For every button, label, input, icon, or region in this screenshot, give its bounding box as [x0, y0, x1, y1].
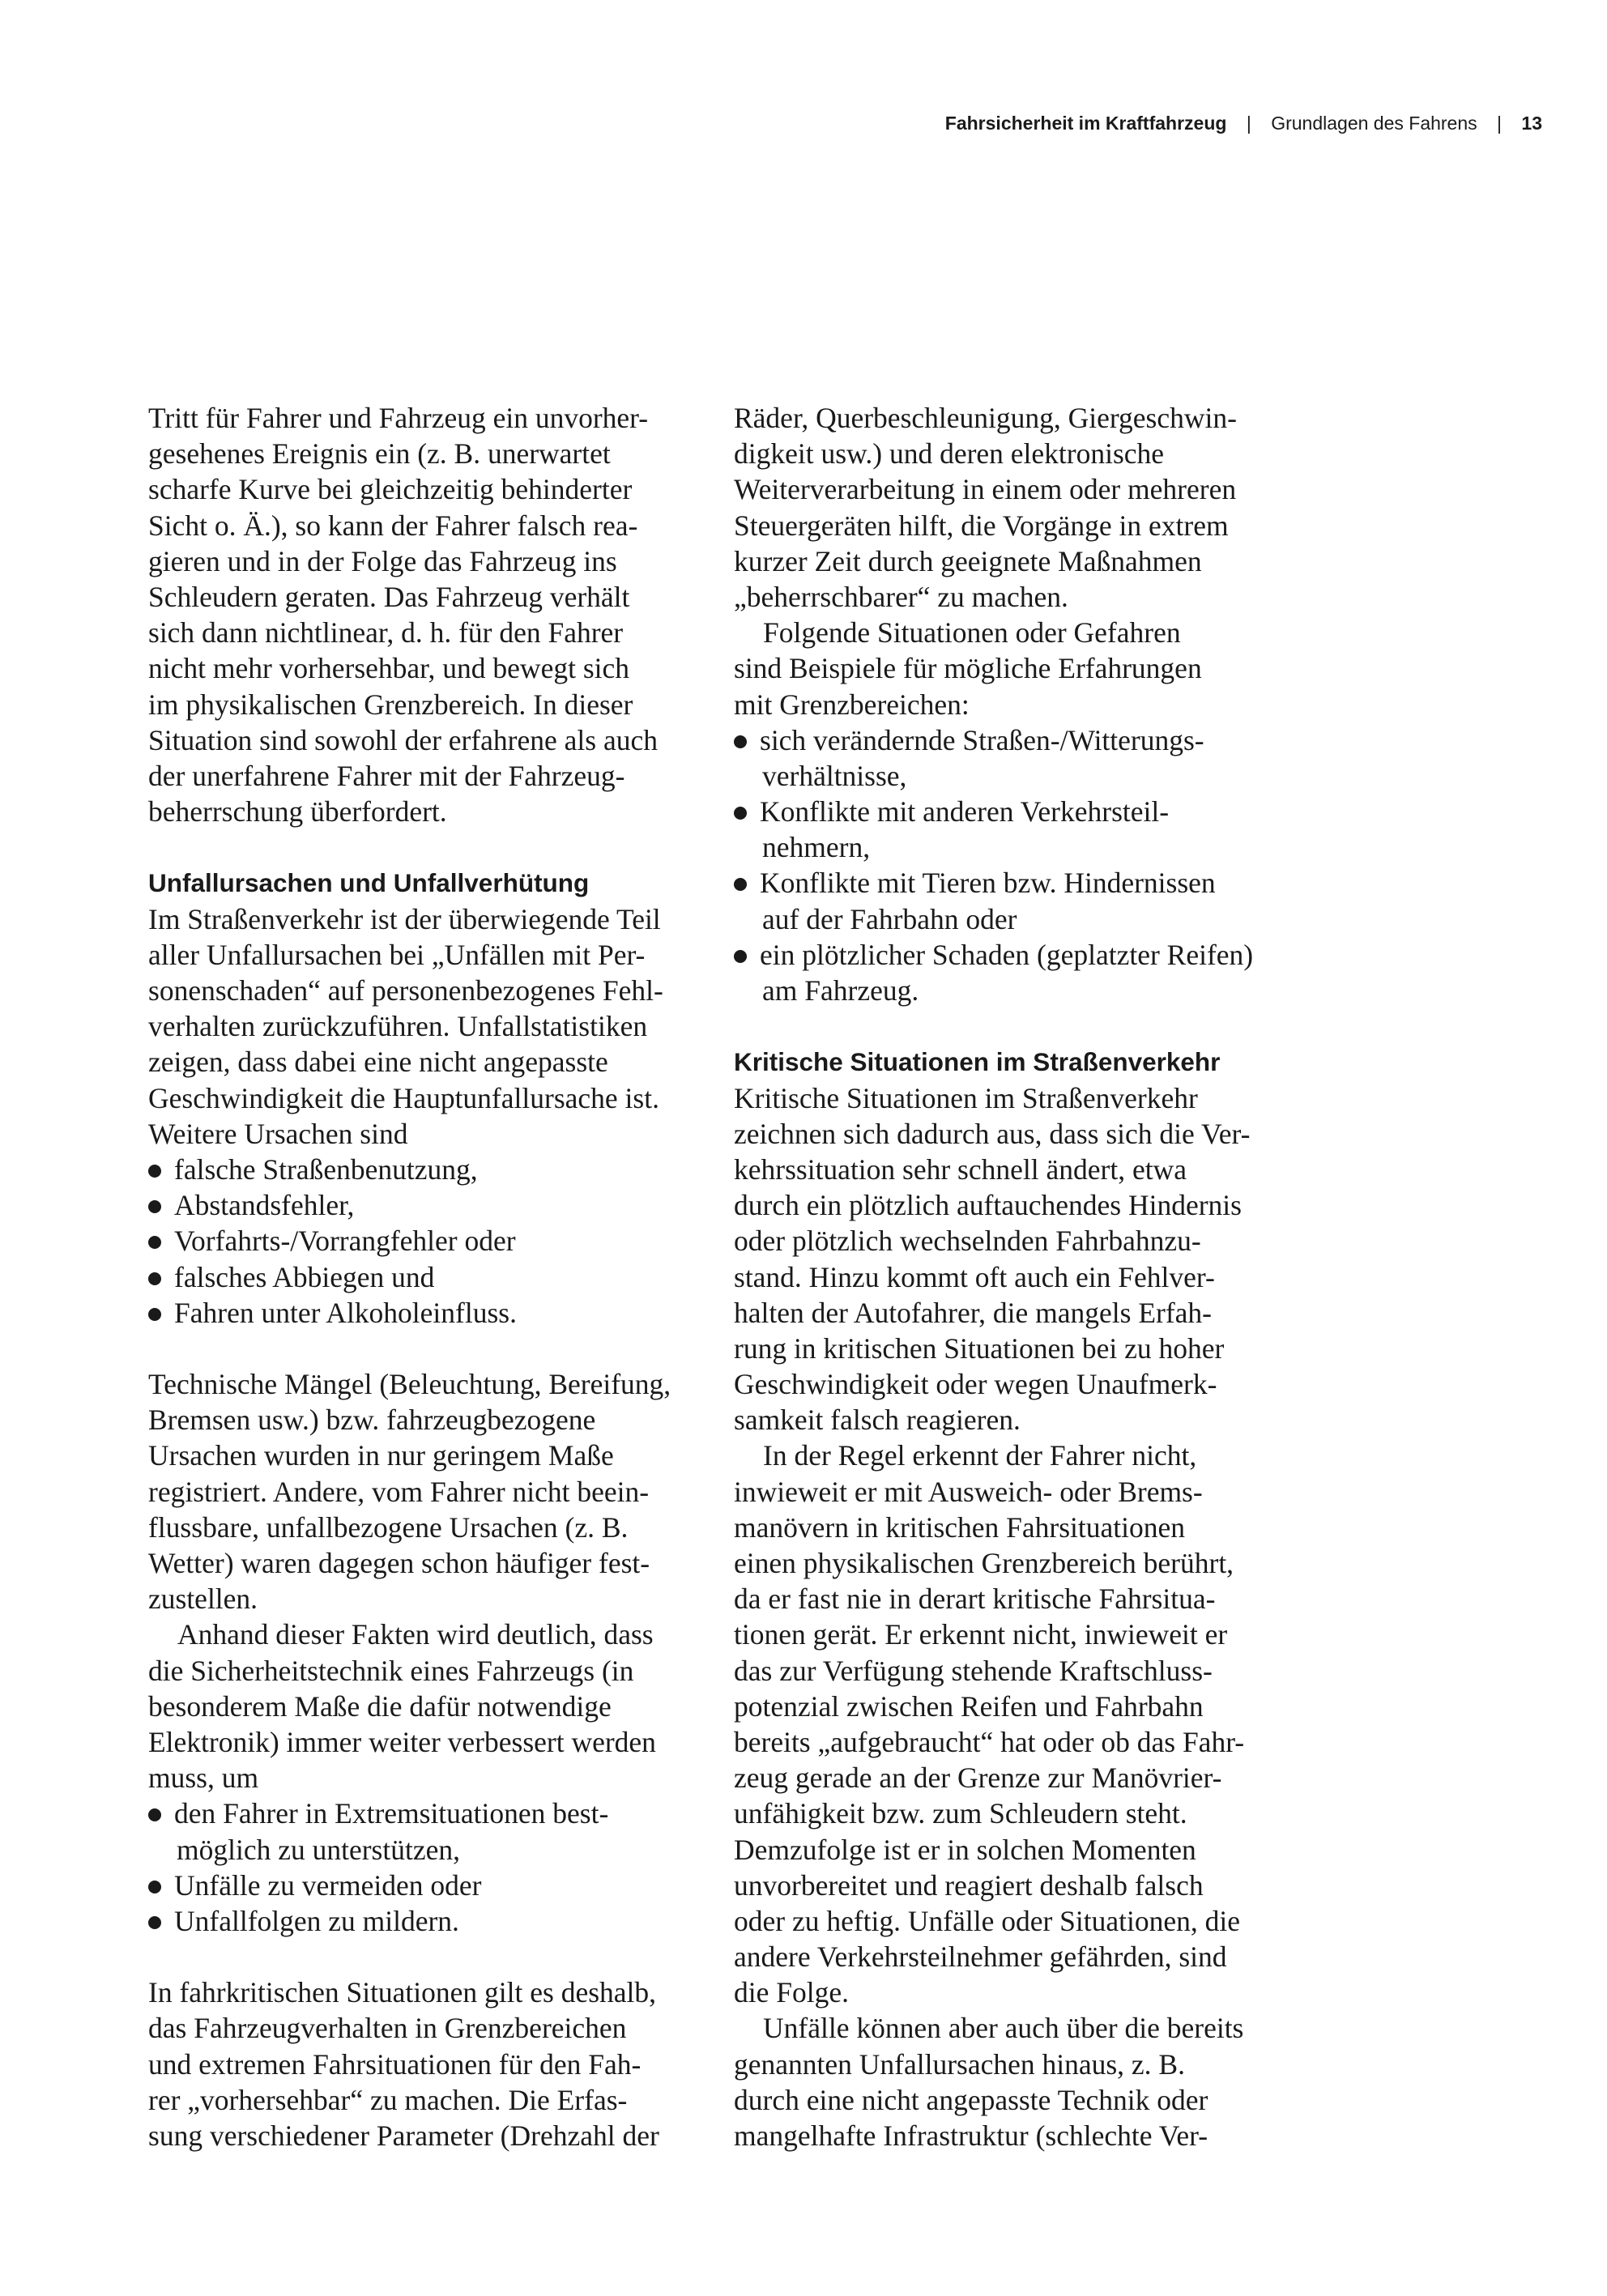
- bullet-item: [148, 1187, 707, 1223]
- text-line: mit Grenzbereichen:: [734, 688, 970, 721]
- bullet-icon: [148, 1272, 161, 1285]
- text-line: Geschwindigkeit oder wegen Unaufmerk-: [734, 1368, 1217, 1401]
- bullet-continuation: am Fahrzeug.: [762, 974, 919, 1007]
- text-line: oder plötzlich wechselnden Fahrbahnzu-: [734, 1225, 1201, 1258]
- text-line: aller Unfallursachen bei „Unfällen mit Per-: [148, 938, 646, 971]
- text-line: Wetter) waren dagegen schon häufiger fest-: [148, 1547, 650, 1579]
- text-line: oder zu heftig. Unfälle oder Situationen, die: [734, 1904, 1240, 1937]
- text-line: durch ein plötzlich auftauchendes Hindernis: [734, 1189, 1242, 1222]
- text-line: durch eine nicht angepasste Technik oder: [734, 2083, 1208, 2116]
- paragraph-first-line: In der Regel erkennt der Fahrer nicht,: [763, 1439, 1197, 1472]
- text-line: Weitere Ursachen sind: [148, 1117, 408, 1150]
- bullet-icon: [148, 1808, 161, 1821]
- bullet-text: ein plötzlicher Schaden (geplatzter Reifen): [760, 938, 1254, 971]
- paragraph-gap: [148, 1331, 707, 1366]
- text-line: mangelhafte Infrastruktur (schlechte Ver-: [734, 2119, 1208, 2152]
- text-line: zeichnen sich dadurch aus, dass sich die Ver-: [734, 1117, 1251, 1150]
- separator: |: [1497, 113, 1503, 134]
- text-line: halten der Autofahrer, die mangels Erfah-: [734, 1296, 1212, 1329]
- text-line: zustellen.: [148, 1582, 258, 1616]
- left-column: [148, 400, 707, 2153]
- text-line: im physikalischen Grenzbereich. In dieser: [148, 688, 633, 721]
- text-line: Weiterverarbeitung in einem oder mehreren: [734, 473, 1237, 506]
- text-line: Elektronik) immer weiter verbessert werden: [148, 1725, 656, 1758]
- bullet-item: [734, 865, 1301, 901]
- bullet-icon: [148, 1881, 161, 1893]
- text-line: einen physikalischen Grenzbereich berührt,: [734, 1547, 1234, 1579]
- text-line: scharfe Kurve bei gleichzeitig behinderter: [148, 473, 633, 506]
- page-number: 13: [1521, 113, 1542, 134]
- bullet-text: falsches Abbiegen und: [174, 1260, 435, 1293]
- bullet-text: Vorfahrts-/Vorrangfehler oder: [174, 1225, 516, 1258]
- text-line: flussbare, unfallbezogene Ursachen (z. B.: [148, 1510, 629, 1544]
- section-heading: Kritische Situationen im Straßenverkehr: [734, 1047, 1221, 1077]
- text-line: verhalten zurückzuführen. Unfallstatistiken: [148, 1010, 648, 1043]
- bullet-icon: [148, 1308, 161, 1321]
- bullet-icon: [148, 1200, 161, 1213]
- bullet-item: [148, 1223, 707, 1259]
- bullet-item: [148, 1152, 707, 1187]
- bullet-icon: [148, 1165, 161, 1178]
- bullet-item: [734, 722, 1301, 758]
- text-line: In fahrkritischen Situationen gilt es deshalb,: [148, 1976, 657, 2009]
- text-line: Sicht o. Ä.), so kann der Fahrer falsch rea-: [148, 509, 638, 542]
- text-line: rung in kritischen Situationen bei zu hoher: [734, 1331, 1225, 1365]
- text-line: die Folge.: [734, 1976, 849, 2009]
- text-line: sind Beispiele für mögliche Erfahrungen: [734, 652, 1202, 685]
- bullet-icon: [734, 950, 747, 963]
- text-line: registriert. Andere, vom Fahrer nicht beein-: [148, 1475, 650, 1508]
- bullet-continuation: nehmern,: [762, 831, 871, 864]
- separator: |: [1246, 113, 1251, 134]
- text-line: unvorbereitet und reagiert deshalb falsch: [734, 1868, 1204, 1902]
- bullet-icon: [148, 1236, 161, 1249]
- bullet-item: [148, 1903, 707, 1939]
- text-line: Schleudern geraten. Das Fahrzeug verhält: [148, 580, 630, 613]
- bullet-icon: [734, 807, 747, 820]
- right-column: [734, 400, 1301, 2153]
- text-line: Räder, Querbeschleunigung, Giergeschwin-: [734, 402, 1237, 434]
- text-line: die Sicherheitstechnik eines Fahrzeugs (in: [148, 1654, 634, 1687]
- text-line: nicht mehr vorhersehbar, und bewegt sich: [148, 652, 630, 685]
- text-line: sung verschiedener Parameter (Drehzahl der: [148, 2119, 659, 2152]
- text-line: da er fast nie in derart kritische Fahrsitua-: [734, 1582, 1216, 1616]
- bullet-item: [734, 937, 1301, 973]
- text-line: unfähigkeit bzw. zum Schleudern steht.: [734, 1797, 1187, 1830]
- paragraph-first-line: Unfälle können aber auch über die bereits: [763, 2012, 1244, 2045]
- section-title: Fahrsicherheit im Kraftfahrzeug: [944, 113, 1227, 134]
- text-line: samkeit falsch reagieren.: [734, 1404, 1021, 1437]
- text-line: Tritt für Fahrer und Fahrzeug ein unvorher-: [148, 402, 649, 434]
- text-line: potenzial zwischen Reifen und Fahrbahn: [734, 1689, 1204, 1723]
- text-line: muss, um: [148, 1761, 259, 1795]
- text-line: Im Straßenverkehr ist der überwiegende Teil: [148, 902, 661, 935]
- text-line: kurzer Zeit durch geeignete Maßnahmen: [734, 544, 1202, 577]
- text-line: Steuergeräten hilft, die Vorgänge in extrem: [734, 509, 1229, 542]
- text-line: das zur Verfügung stehende Kraftschluss-: [734, 1654, 1213, 1687]
- text-line: Bremsen usw.) bzw. fahrzeugbezogene: [148, 1404, 596, 1437]
- bullet-item: [148, 1259, 707, 1295]
- bullet-text: Konflikte mit Tieren bzw. Hindernissen: [760, 867, 1216, 900]
- bullet-item: [734, 794, 1301, 829]
- bullet-text: Unfallfolgen zu mildern.: [174, 1904, 459, 1937]
- text-line: zeigen, dass dabei eine nicht angepasste: [148, 1046, 608, 1079]
- text-line: Kritische Situationen im Straßenverkehr: [734, 1081, 1198, 1114]
- bullet-text: falsche Straßenbenutzung,: [174, 1152, 478, 1186]
- text-line: rer „vorhersehbar“ zu machen. Die Erfas-: [148, 2083, 628, 2116]
- bullet-icon: [734, 878, 747, 891]
- text-line: andere Verkehrsteilnehmer gefährden, sind: [734, 1940, 1227, 1974]
- bullet-icon: [734, 735, 747, 748]
- text-line: sonenschaden“ auf personenbezogenes Fehl-: [148, 974, 663, 1007]
- text-line: tionen gerät. Er erkennt nicht, inwieweit er: [734, 1618, 1228, 1651]
- text-line: gieren und in der Folge das Fahrzeug ins: [148, 544, 617, 577]
- text-line: besonderem Maße die dafür notwendige: [148, 1689, 612, 1723]
- text-line: kehrssituation sehr schnell ändert, etwa: [734, 1152, 1187, 1186]
- bullet-continuation: verhältnisse,: [762, 759, 907, 792]
- chapter-title: Grundlagen des Fahrens: [1271, 113, 1477, 134]
- bullet-continuation: möglich zu unterstützen,: [177, 1833, 460, 1866]
- bullet-text: Fahren unter Alkoholeinfluss.: [174, 1296, 517, 1329]
- bullet-text: sich verändernde Straßen-/Witterungs-: [760, 723, 1204, 756]
- paragraph-first-line: Anhand dieser Fakten wird deutlich, dass: [177, 1618, 654, 1651]
- text-line: beherrschung überfordert.: [148, 795, 447, 829]
- running-head: [945, 113, 1542, 134]
- bullet-text: den Fahrer in Extremsituationen best-: [174, 1797, 609, 1830]
- bullet-text: Unfälle zu vermeiden oder: [174, 1868, 482, 1902]
- text-line: das Fahrzeugverhalten in Grenzbereichen: [148, 2012, 627, 2045]
- text-line: der unerfahrene Fahrer mit der Fahrzeug-: [148, 759, 625, 792]
- text-line: zeug gerade an der Grenze zur Manövrier-: [734, 1761, 1222, 1795]
- bullet-item: [148, 1868, 707, 1903]
- bullet-item: [148, 1295, 707, 1331]
- section-heading: Unfallursachen und Unfallverhütung: [148, 868, 590, 898]
- text-line: manövern in kritischen Fahrsituationen: [734, 1510, 1186, 1544]
- text-line: stand. Hinzu kommt oft auch ein Fehlver-: [734, 1260, 1215, 1293]
- text-line: Situation sind sowohl der erfahrene als auch: [148, 723, 658, 756]
- paragraph-gap: [148, 1939, 707, 1974]
- paragraph-gap: [734, 1008, 1301, 1044]
- text-line: sich dann nichtlinear, d. h. für den Fahrer: [148, 616, 624, 650]
- text-line: und extremen Fahrsituationen für den Fah-: [148, 2047, 642, 2081]
- text-line: bereits „aufgebraucht“ hat oder ob das Fahr-: [734, 1725, 1245, 1758]
- paragraph-first-line: Folgende Situationen oder Gefahren: [763, 616, 1181, 650]
- text-line: Demzufolge ist er in solchen Momenten: [734, 1833, 1196, 1866]
- text-line: gesehenes Ereignis ein (z. B. unerwartet: [148, 437, 611, 471]
- bullet-text: Abstandsfehler,: [174, 1189, 355, 1222]
- text-line: „beherrschbarer“ zu machen.: [734, 580, 1068, 613]
- text-line: Geschwindigkeit die Hauptunfallursache ist.: [148, 1081, 659, 1114]
- text-line: Ursachen wurden in nur geringem Maße: [148, 1439, 614, 1472]
- paragraph-gap: [148, 829, 707, 865]
- bullet-icon: [148, 1916, 161, 1929]
- text-line: Technische Mängel (Beleuchtung, Bereifung,: [148, 1368, 671, 1401]
- text-line: genannten Unfallursachen hinaus, z. B.: [734, 2047, 1185, 2081]
- text-line: inwieweit er mit Ausweich- oder Brems-: [734, 1475, 1203, 1508]
- bullet-continuation: auf der Fahrbahn oder: [762, 902, 1017, 935]
- bullet-item: [148, 1795, 707, 1831]
- bullet-text: Konflikte mit anderen Verkehrsteil-: [760, 795, 1170, 829]
- text-line: digkeit usw.) und deren elektronische: [734, 437, 1165, 471]
